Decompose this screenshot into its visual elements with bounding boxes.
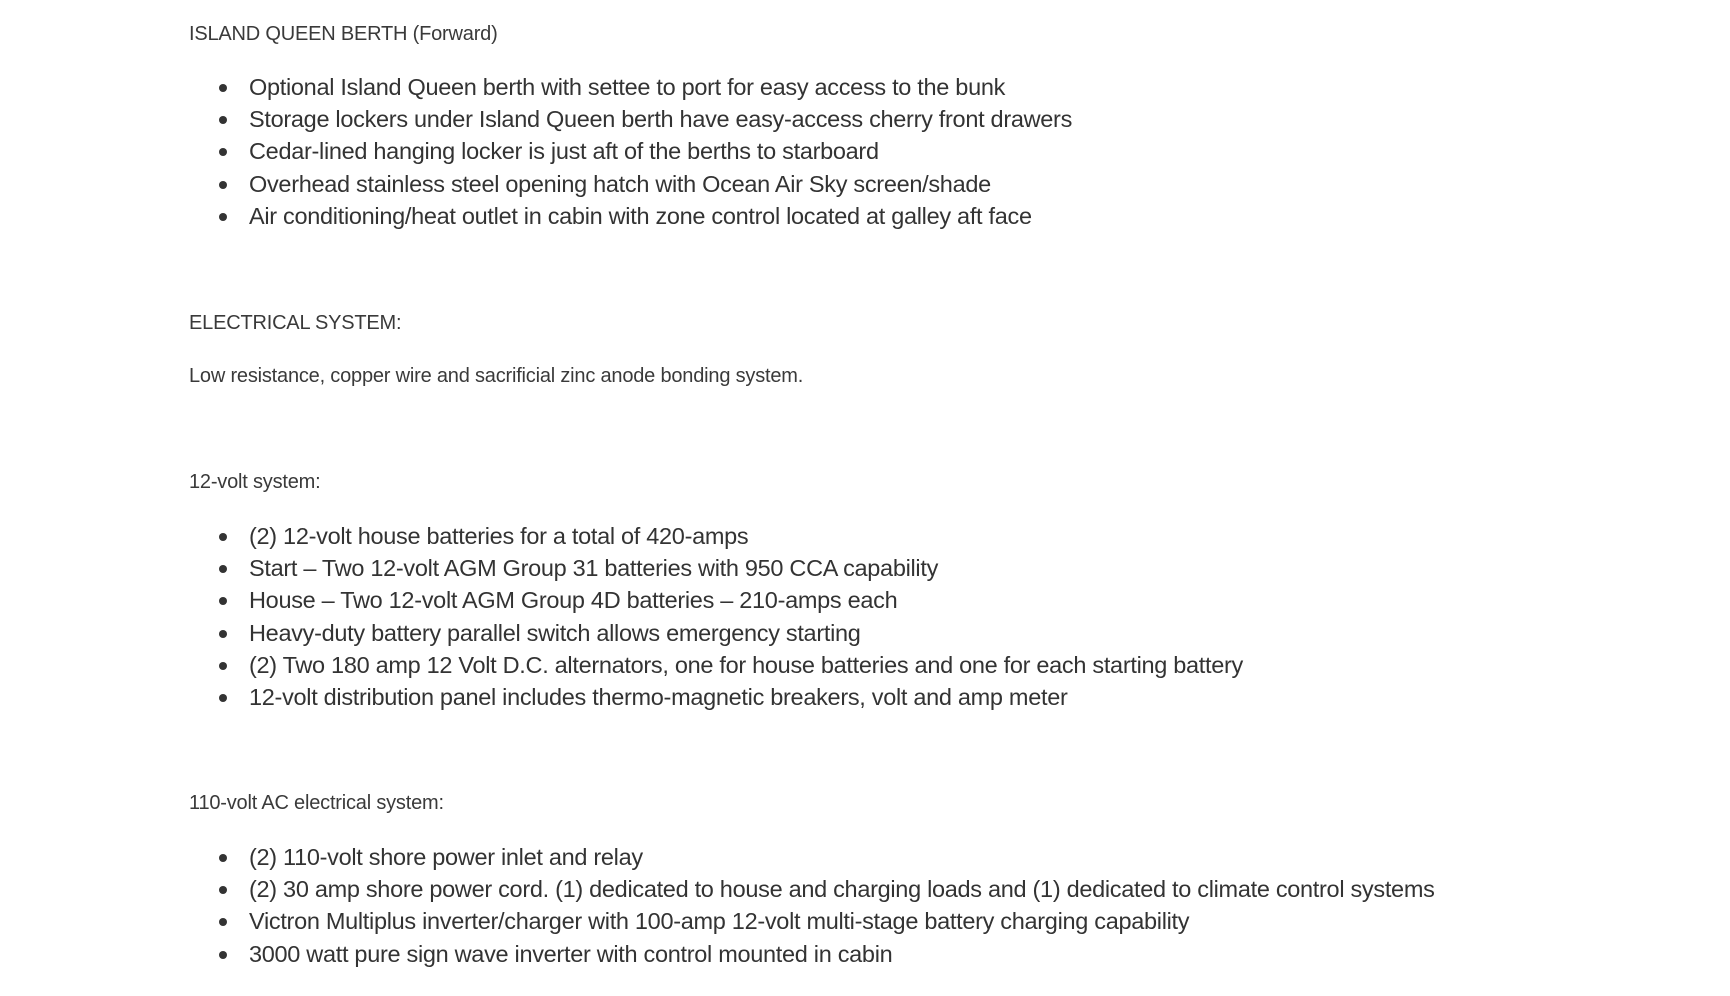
bullet-icon — [219, 181, 227, 189]
island-queen-list — [189, 71, 1072, 232]
list-item — [189, 617, 1243, 649]
bullet-icon — [219, 630, 227, 638]
list-item-text: 3000 watt pure sign wave inverter with control mounted in cabin — [249, 940, 893, 967]
twelve-volt-list — [189, 520, 1243, 713]
list-item — [189, 552, 1243, 584]
bullet-icon — [219, 918, 227, 926]
bullet-icon — [219, 533, 227, 541]
bullet-icon — [219, 565, 227, 573]
list-item — [189, 168, 1072, 200]
list-item — [189, 584, 1243, 616]
list-item-text: Start – Two 12-volt AGM Group 31 batteries with 950 CCA capability — [249, 555, 939, 582]
list-item-text: Overhead stainless steel opening hatch with Ocean Air Sky screen/shade — [249, 170, 991, 197]
list-item — [189, 649, 1243, 681]
list-item-text: Cedar-lined hanging locker is just aft of the berths to starboard — [249, 138, 879, 165]
electrical-system-paragraph: Low resistance, copper wire and sacrificial zinc anode bonding system. — [189, 365, 804, 387]
bullet-icon — [219, 694, 227, 702]
list-item-text: Air conditioning/heat outlet in cabin with zone control located at galley aft face — [249, 202, 1032, 229]
bullet-icon — [219, 662, 227, 670]
list-item-text: (2) 110-volt shore power inlet and relay — [249, 844, 643, 870]
list-item-text: Victron Multiplus inverter/charger with 100-amp 12-volt multi-stage battery charging capability — [249, 908, 1190, 935]
one-ten-volt-list — [189, 841, 1435, 970]
list-item — [189, 841, 1435, 873]
bullet-icon — [219, 951, 227, 959]
list-item — [189, 938, 1435, 970]
bullet-icon — [219, 116, 227, 124]
list-item-text: Heavy-duty battery parallel switch allows emergency starting — [249, 619, 861, 646]
list-item — [189, 905, 1435, 937]
bullet-icon — [219, 886, 227, 894]
list-item — [189, 135, 1072, 167]
list-item-text: House – Two 12-volt AGM Group 4D batteries – 210-amps each — [249, 587, 898, 614]
list-item — [189, 103, 1072, 135]
bullet-icon — [219, 213, 227, 221]
list-item — [189, 520, 1243, 552]
bullet-icon — [219, 854, 227, 862]
bullet-icon — [219, 148, 227, 156]
list-item — [189, 200, 1072, 232]
twelve-volt-heading: 12-volt system: — [189, 471, 321, 493]
list-item-text: Optional Island Queen berth with settee to port for easy access to the bunk — [249, 74, 1006, 100]
list-item — [189, 71, 1072, 103]
island-queen-heading: ISLAND QUEEN BERTH (Forward) — [189, 23, 498, 45]
list-item-text: (2) 30 amp shore power cord. (1) dedicated to house and charging loads and (1) dedicated to climate control systems — [249, 876, 1435, 903]
electrical-system-heading: ELECTRICAL SYSTEM: — [189, 312, 402, 334]
list-item — [189, 681, 1243, 713]
bullet-icon — [219, 597, 227, 605]
list-item-text: (2) Two 180 amp 12 Volt D.C. alternators, one for house batteries and one for each starting battery — [249, 651, 1244, 678]
bullet-icon — [219, 84, 227, 92]
one-ten-volt-heading: 110-volt AC electrical system: — [189, 792, 444, 814]
list-item — [189, 873, 1435, 905]
list-item-text: (2) 12-volt house batteries for a total of 420-amps — [249, 523, 749, 549]
list-item-text: Storage lockers under Island Queen berth have easy-access cherry front drawers — [249, 106, 1073, 133]
list-item-text: 12-volt distribution panel includes thermo-magnetic breakers, volt and amp meter — [249, 684, 1068, 711]
